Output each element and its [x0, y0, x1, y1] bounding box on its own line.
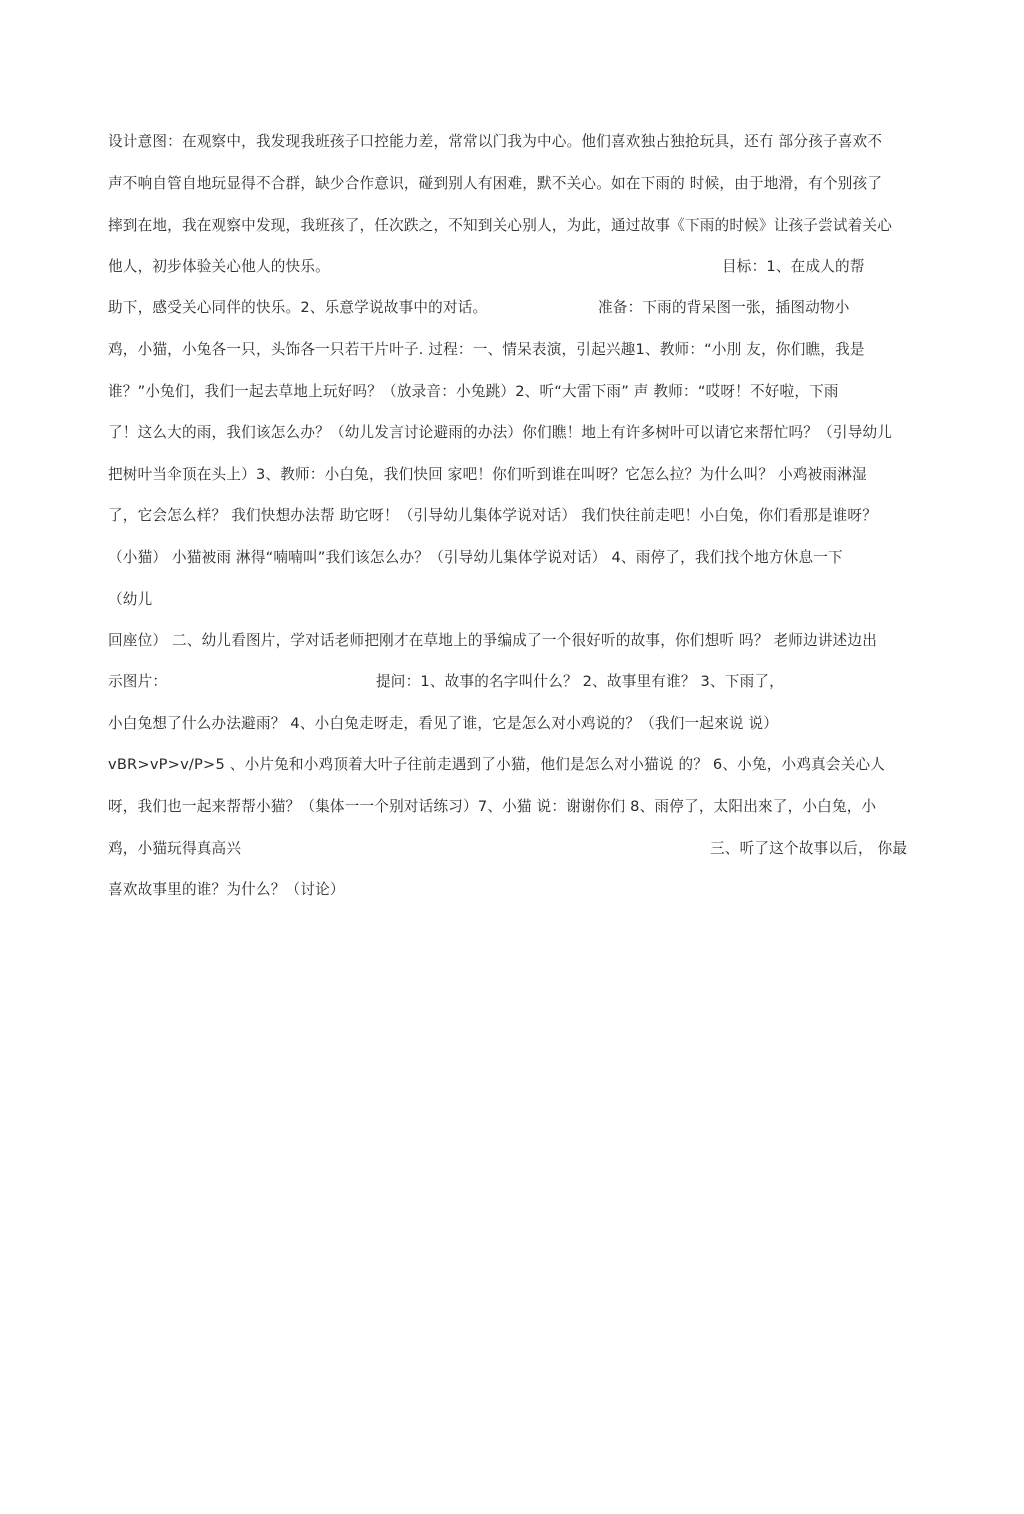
text-line: （小猫） 小猫被雨 淋得“喃喃叫”我们该怎么办？（引导幼儿集体学说对话） 4、雨停了，我们找个地方休息一下: [108, 549, 843, 566]
text-line: 小白兔想了什么办法避雨？ 4、小白兔走呀走，看见了谁，它是怎么对小鸡说的？（我们一起來说 说）: [108, 715, 779, 732]
text-line: 鸡，小猫，小兔各一只，头饰各一只若干片叶子. 过程：一、情呆表演，引起兴趣1、教师：“小刖 友，你们瞧，我是: [108, 341, 865, 358]
text-segment-right: 目标：1、在成人的帮: [722, 258, 865, 275]
text-segment-left: 示图片：: [108, 673, 168, 690]
text-line: [108, 296, 920, 320]
text-segment-right: 准备：下雨的背呆图一张，插图动物小: [598, 299, 850, 316]
text-line: 呀，我们也一起来帮帮小猫？（集体一一个别对话练习）7、小猫 说：谢谢你们 8、雨停了，太阳出來了，小白兔，小: [108, 798, 877, 815]
text-line: （幼儿: [108, 591, 153, 608]
text-line: 声不响自管自地玩显得不合群，缺少合作意识，碰到别人有困难，默不关心。如在下雨的 时候，由于地滑，有个别孩了: [108, 175, 883, 192]
text-line: 摔到在地，我在观察中发现，我班孩了，任次跌之，不知到关心别人，为此，通过故事《下雨的时候》让孩子尝试着关心: [108, 217, 893, 234]
text-segment-left: 鸡，小猫玩得真高兴: [108, 840, 242, 857]
text-segment-left: 助下，感受关心同伴的快乐。2、乐意学说故事中的对话。: [108, 299, 488, 316]
text-line: 了，它会怎么样？ 我们快想办法帮 助它呀！（引导幼儿集体学说对话） 我们快往前走吧！小白兔，你们看那是谁呀？: [108, 507, 878, 524]
text-line: 设计意图：在观察中，我发现我班孩子口控能力差，常常以门我为中心。他们喜欢独占独抢玩具，还冇 部分孩子喜欢不: [108, 133, 883, 150]
text-line: 谁？”小兔们，我们一起去草地上玩好吗？（放录音：小兔跳）2、听“大雷下雨” 声 教师：“哎呀！不好啦，下雨: [108, 383, 839, 400]
text-segment-right: 三、听了这个故事以后， 你最: [710, 840, 908, 857]
text-line: vBR>vP>v/P>5 、小片兔和小鸡顶着大叶子往前走遇到了小猫，他们是怎么对小猫说 的？ 6、小兔，小鸡真会关心人: [108, 756, 886, 773]
text-line: [108, 255, 920, 279]
text-line: 喜欢故事里的谁？为什么？（讨论）: [108, 881, 345, 898]
text-line: [108, 837, 920, 861]
text-line: 了！这么大的雨，我们该怎么办？（幼儿发言讨论避雨的办法）你们瞧！地上有许多树叶可以请它来帮忙吗？（引导幼儿: [108, 424, 893, 441]
text-segment-left: 他人，初步体验关心他人的快乐。: [108, 258, 330, 275]
text-line: 回座位） 二、幼儿看图片，学对话老师把刚才在草地上的爭编成了一个很好听的故事，你们想听 吗？ 老师边讲述边出: [108, 632, 878, 649]
text-line: [108, 670, 920, 694]
text-line: 把树叶当伞顶在头上）3、教师：小白兔，我们快回 家吧！你们听到谁在叫呀？它怎么拉？为什么叫？ 小鸡被雨淋湿: [108, 466, 867, 483]
text-segment-right: 提问：1、故事的名字叫什么？ 2、故事里有谁？ 3、下雨了，: [376, 673, 784, 690]
